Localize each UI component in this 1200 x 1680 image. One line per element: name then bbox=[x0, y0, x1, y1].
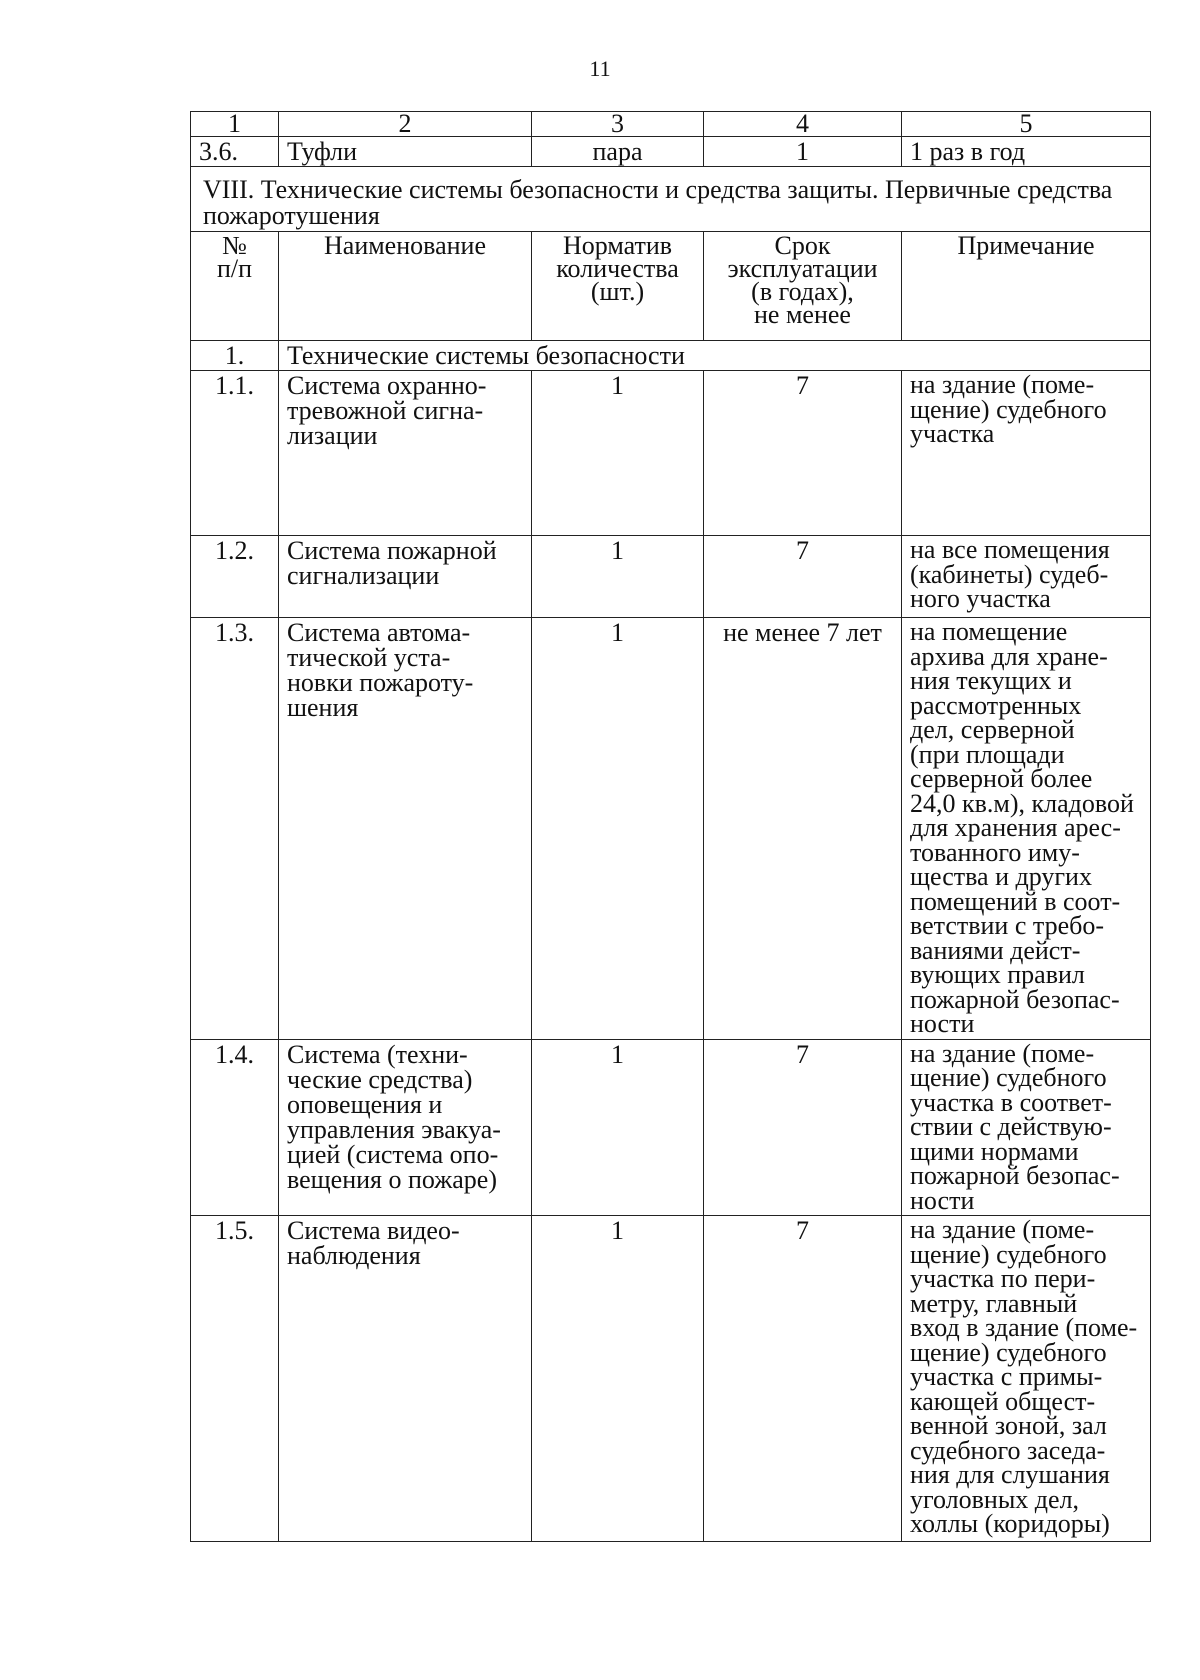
row-note: на помещение архива для хране- ния текущих и рассмотренных дел, серверной (при площади серверной более 24,0 кв.м), кладовой для хранения арес- тованного иму- щества и других помещений в соот- ветствии с требо- ваниями дейст- вующих правил пожарной безопас- ности bbox=[902, 618, 1151, 1040]
table-row bbox=[191, 371, 1151, 536]
row-norm: 1 bbox=[532, 371, 704, 536]
row-note: на здание (поме- щение) судебного участка в соответ- ствии с действую- щими нормами пожарной безопас- ности bbox=[902, 1039, 1151, 1216]
row-norm: 1 bbox=[532, 1039, 704, 1216]
row-unit: пара bbox=[532, 137, 704, 167]
row-norm: 1 bbox=[532, 618, 704, 1040]
row-name: Система пожарной сигнализации bbox=[279, 536, 532, 618]
row-number: 1.2. bbox=[191, 536, 279, 618]
header-norm: Норматив количества (шт.) bbox=[532, 232, 704, 341]
table-row bbox=[191, 137, 1151, 167]
row-norm: 1 bbox=[532, 1216, 704, 1542]
table-row bbox=[191, 618, 1151, 1040]
header-number: № п/п bbox=[191, 232, 279, 341]
row-name: Туфли bbox=[279, 137, 532, 167]
row-name: Система видео- наблюдения bbox=[279, 1216, 532, 1542]
row-note: на здание (поме- щение) судебного участка bbox=[902, 371, 1151, 536]
column-index: 5 bbox=[902, 112, 1151, 137]
group-number: 1. bbox=[191, 341, 279, 371]
column-index: 3 bbox=[532, 112, 704, 137]
row-number: 3.6. bbox=[191, 137, 279, 167]
row-number: 1.4. bbox=[191, 1039, 279, 1216]
group-row bbox=[191, 341, 1151, 371]
row-name: Система (техни- ческие средства) оповещения и управления эвакуа- цией (система опо- вещения о пожаре) bbox=[279, 1039, 532, 1216]
row-number: 1.1. bbox=[191, 371, 279, 536]
section-heading-row bbox=[191, 167, 1151, 232]
table-row bbox=[191, 1039, 1151, 1216]
column-index: 1 bbox=[191, 112, 279, 137]
table-row bbox=[191, 536, 1151, 618]
row-term: 7 bbox=[704, 371, 902, 536]
row-term: 7 bbox=[704, 1216, 902, 1542]
row-number: 1.5. bbox=[191, 1216, 279, 1542]
row-name: Система охранно- тревожной сигна- лизации bbox=[279, 371, 532, 536]
row-name: Система автома- тической уста- новки пожароту- шения bbox=[279, 618, 532, 1040]
column-index-row bbox=[191, 112, 1151, 137]
row-term: 7 bbox=[704, 1039, 902, 1216]
row-quantity: 1 bbox=[704, 137, 902, 167]
header-row bbox=[191, 232, 1151, 341]
header-term: Срок эксплуатации (в годах), не менее bbox=[704, 232, 902, 341]
row-period: 1 раз в год bbox=[902, 137, 1151, 167]
header-note: Примечание bbox=[902, 232, 1151, 341]
row-term: не менее 7 лет bbox=[704, 618, 902, 1040]
group-title: Технические системы безопасности bbox=[279, 341, 1151, 371]
column-index: 2 bbox=[279, 112, 532, 137]
row-number: 1.3. bbox=[191, 618, 279, 1040]
row-note: на все помещения (кабинеты) судеб- ного участка bbox=[902, 536, 1151, 618]
column-index: 4 bbox=[704, 112, 902, 137]
document-table bbox=[190, 111, 1151, 1542]
row-term: 7 bbox=[704, 536, 902, 618]
table-row bbox=[191, 1216, 1151, 1542]
row-note: на здание (поме- щение) судебного участка по пери- метру, главный вход в здание (поме- щение) судебного участка с примы- кающей общест- венной зоной, зал судебного заседа- ния для слушания уголовных дел, холлы (коридоры) bbox=[902, 1216, 1151, 1542]
header-name: Наименование bbox=[279, 232, 532, 341]
row-norm: 1 bbox=[532, 536, 704, 618]
page-number: 11 bbox=[589, 56, 611, 81]
section-title: VIII. Технические системы безопасности и средства защиты. Первичные средства пожаротушения bbox=[191, 167, 1151, 232]
